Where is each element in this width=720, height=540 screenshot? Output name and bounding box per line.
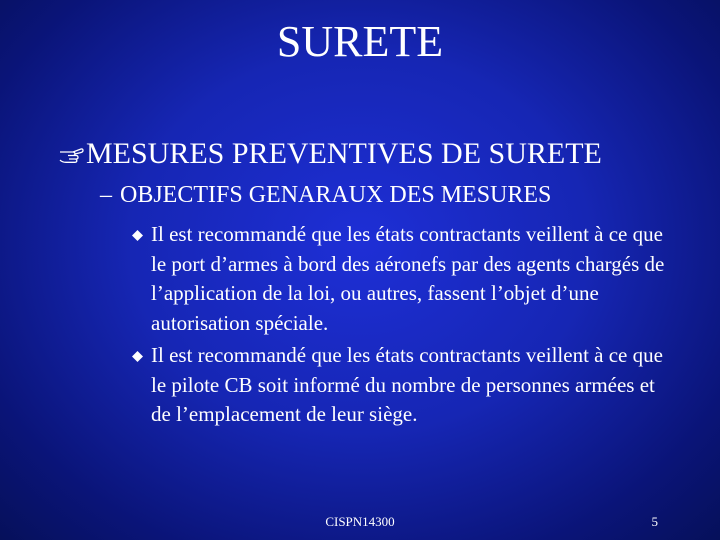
diamond-bullet-icon [132,351,143,362]
level1-text: MESURES PREVENTIVES DE SURETE [86,137,602,170]
pointing-hand-icon [58,143,84,165]
level1-item [58,136,602,172]
page-number: 5 [651,514,658,529]
bullet-item-2 [130,341,675,430]
level2-text: OBJECTIFS GENARAUX DES MESURES [120,182,552,208]
level2-dash: – [100,182,112,208]
bullet-item-1 [130,220,675,338]
diamond-bullet-icon [132,230,143,241]
footer-code: CISPN14300 [325,514,395,529]
bullet-text-1: Il est recommandé que les états contractants veillent à ce que le port d’armes à bord des aéronefs par des agents chargés de l’application de la loi, ou autres, fassent l’objet d’une autorisation spéciale. [151,222,665,335]
slide-title: SURETE [276,17,444,66]
level2-item [100,180,551,210]
bullet-text-2: Il est recommandé que les états contractants veillent à ce que le pilote CB soit informé du nombre de personnes armées et de l’emplacement de leur siège. [151,343,663,426]
